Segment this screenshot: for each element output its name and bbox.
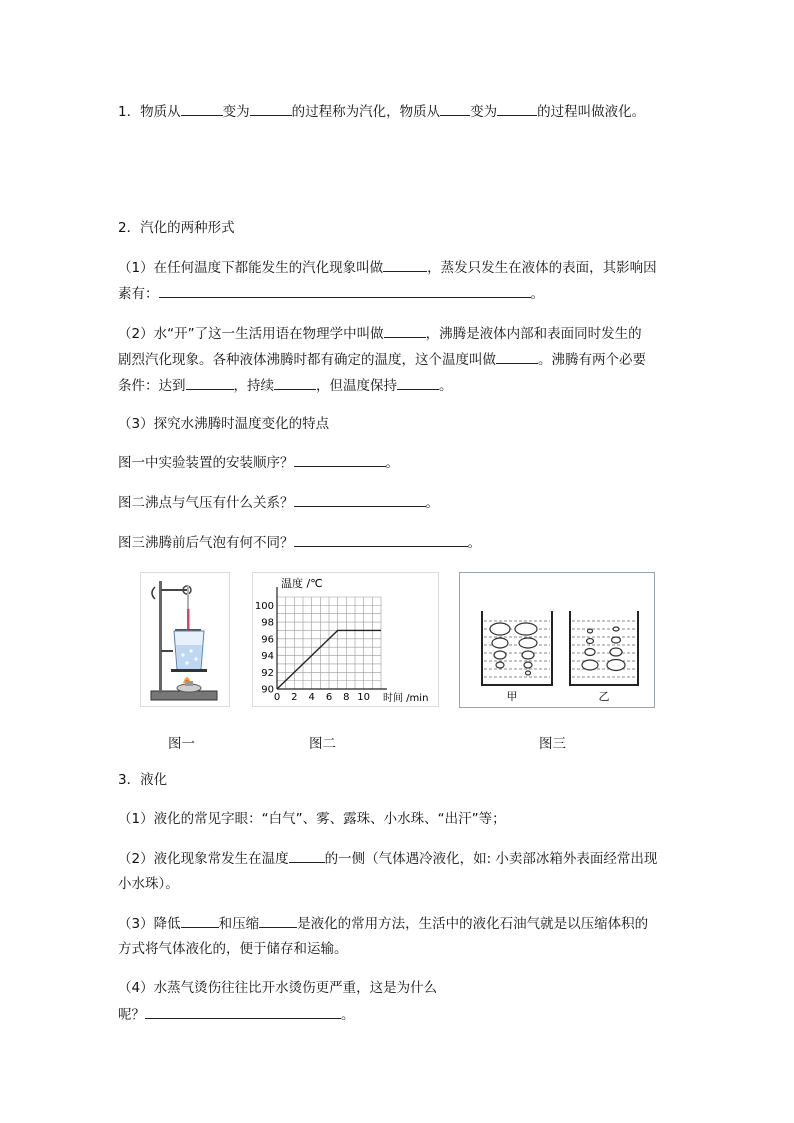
text: 条件：达到 bbox=[118, 378, 186, 394]
q2-p1-line1 bbox=[118, 257, 657, 278]
q3-p4-line2 bbox=[118, 1004, 355, 1025]
x-tick-label: 8 bbox=[343, 692, 350, 703]
text: （2）液化现象常发生在温度 bbox=[118, 851, 289, 867]
x-tick-label: 2 bbox=[291, 692, 298, 703]
x-tick-label: 10 bbox=[357, 692, 371, 703]
blank[interactable] bbox=[259, 913, 297, 928]
blank[interactable] bbox=[289, 848, 325, 863]
q2-fig2-question bbox=[118, 492, 439, 513]
q2-p2-line3 bbox=[118, 375, 453, 396]
figure-3-bubbles bbox=[459, 572, 655, 708]
text: 。 bbox=[385, 455, 399, 471]
text: 。沸腾有两个必要 bbox=[538, 352, 646, 368]
figure-3-caption: 图三 bbox=[539, 736, 566, 752]
text: ，蒸发只发生在液体的表面，其影响因 bbox=[427, 260, 657, 276]
blank[interactable] bbox=[250, 101, 292, 116]
chart-x-axis-label: 时间 /min bbox=[383, 693, 429, 704]
beaker-b-label: 乙 bbox=[598, 690, 610, 703]
figure-2-chart bbox=[252, 572, 439, 707]
q2-p2-line1 bbox=[118, 323, 642, 344]
text: 是液化的常用方法，生活中的液化石油气就是以压缩体积的 bbox=[297, 916, 649, 932]
text: 呢？ bbox=[118, 1007, 145, 1023]
q3-p3-line1 bbox=[118, 913, 648, 934]
text: ，持续 bbox=[233, 378, 274, 394]
beaker-a-label: 甲 bbox=[506, 690, 518, 703]
blank[interactable] bbox=[497, 101, 537, 116]
q3-title: 3．液化 bbox=[118, 772, 168, 788]
text: 。 bbox=[425, 495, 439, 511]
chart-ticks bbox=[255, 601, 370, 703]
x-tick-label: 0 bbox=[273, 692, 281, 703]
q2-p1-line2 bbox=[118, 283, 544, 304]
blank[interactable] bbox=[384, 323, 426, 338]
q3-p4-line1: （4）水蒸气烫伤往往比开水烫伤更严重，这是为什么 bbox=[118, 980, 438, 996]
q2-title: 2．汽化的两种形式 bbox=[118, 220, 235, 236]
q2-fig3-question bbox=[118, 532, 481, 553]
text: 图一中实验装置的安装顺序？ bbox=[118, 455, 294, 471]
q3-p2-line2: 小水珠）。 bbox=[118, 876, 179, 892]
text: 图三沸腾前后气泡有何不同？ bbox=[118, 535, 294, 551]
figure-1-caption: 图一 bbox=[168, 736, 195, 752]
blank[interactable] bbox=[274, 375, 316, 390]
text: 的一侧（气体遇冷液化，如: 小卖部冰箱外表面经常出现 bbox=[324, 851, 658, 867]
text: ，但温度保持 bbox=[316, 378, 397, 394]
blank[interactable] bbox=[496, 349, 538, 364]
blank[interactable] bbox=[294, 492, 426, 507]
figure-2-caption: 图二 bbox=[309, 736, 336, 752]
blank[interactable] bbox=[397, 375, 439, 390]
x-tick-label: 4 bbox=[308, 692, 315, 703]
q2-p3: （3）探究水沸腾时温度变化的特点 bbox=[118, 416, 330, 432]
text: （3）降低 bbox=[118, 916, 181, 932]
blank[interactable] bbox=[181, 101, 223, 116]
q1-line bbox=[118, 101, 645, 122]
q2-p2-line2 bbox=[118, 349, 646, 370]
text: 。 bbox=[530, 286, 544, 302]
blank[interactable] bbox=[294, 532, 468, 547]
q1-text: 1．物质从 bbox=[118, 104, 181, 120]
y-tick-label: 92 bbox=[261, 667, 274, 679]
blank[interactable] bbox=[440, 101, 470, 116]
q3-p2-line1 bbox=[118, 848, 657, 869]
blank[interactable] bbox=[159, 283, 531, 298]
q1-text: 变为 bbox=[222, 104, 250, 120]
q1-text: 变为 bbox=[470, 104, 498, 120]
blank[interactable] bbox=[181, 913, 219, 928]
y-tick-label: 100 bbox=[254, 600, 274, 612]
beaker-b bbox=[570, 611, 638, 703]
q3-p3-line2: 方式将气体液化的，便于储存和运输。 bbox=[118, 941, 348, 957]
text: 。 bbox=[341, 1007, 355, 1023]
text: ，沸腾是液体内部和表面同时发生的 bbox=[425, 326, 642, 342]
text: 图二沸点与气压有什么关系？ bbox=[118, 495, 294, 511]
chart-grid bbox=[277, 597, 381, 689]
q3-p1: （1）液化的常见字眼：“白气”、雾、露珠、小水珠、“出汗”等； bbox=[118, 811, 506, 827]
blank[interactable] bbox=[383, 257, 427, 272]
text: 剧烈汽化现象。各种液体沸腾时都有确定的温度，这个温度叫做 bbox=[118, 352, 496, 368]
blank[interactable] bbox=[145, 1004, 341, 1019]
text: （1）在任何温度下都能发生的汽化现象叫做 bbox=[118, 260, 384, 276]
blank[interactable] bbox=[186, 375, 234, 390]
text: 素有： bbox=[118, 286, 159, 302]
beaker-a bbox=[482, 611, 552, 703]
text: 和压缩 bbox=[218, 916, 260, 932]
x-tick-label: 6 bbox=[325, 692, 333, 703]
text: （2）水“开”了这一生活用语在物理学中叫做 bbox=[118, 326, 384, 342]
text: 。 bbox=[467, 535, 481, 551]
y-tick-label: 90 bbox=[261, 684, 274, 696]
q2-fig1-question bbox=[118, 452, 399, 473]
y-tick-label: 94 bbox=[261, 651, 274, 663]
text: 。 bbox=[439, 378, 453, 394]
q1-text: 的过程叫做液化。 bbox=[537, 104, 646, 120]
bubbles-drawing bbox=[460, 573, 654, 707]
blank[interactable] bbox=[294, 452, 386, 467]
y-tick-label: 96 bbox=[261, 634, 274, 646]
chart-y-axis-label: 温度 /℃ bbox=[281, 577, 323, 590]
figure-1-apparatus bbox=[140, 572, 230, 707]
apparatus-drawing bbox=[141, 573, 229, 706]
y-tick-label: 98 bbox=[261, 617, 274, 629]
q1-text: 的过程称为汽化，物质从 bbox=[291, 104, 441, 120]
temperature-time-chart bbox=[253, 573, 438, 706]
